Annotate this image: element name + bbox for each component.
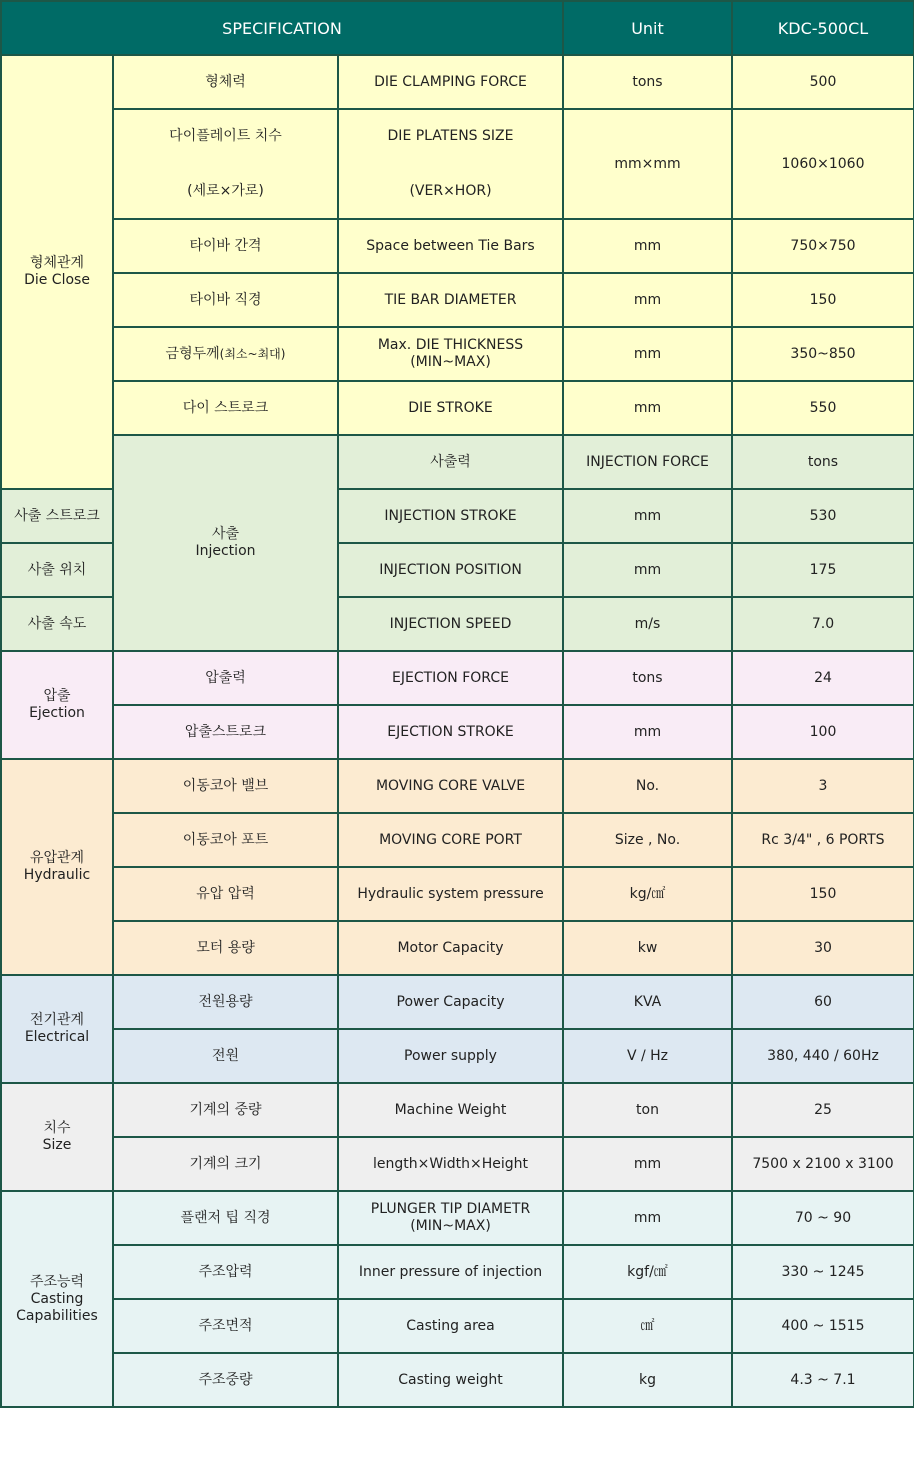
spec-unit: m/s [563, 597, 732, 651]
spec-unit: No. [563, 759, 732, 813]
table-row [1, 55, 914, 109]
group-label-en: Ejection [29, 705, 85, 721]
spec-value: 7500 x 2100 x 3100 [732, 1137, 914, 1191]
spec-name-ko [113, 327, 338, 381]
spec-name-ko: 타이바 직경 [113, 273, 338, 327]
table-row [1, 1191, 914, 1245]
table-row [1, 1083, 914, 1137]
group-die-close [1, 55, 113, 489]
table-row [1, 921, 914, 975]
table-row [1, 273, 914, 327]
spec-name-en: INJECTION STROKE [338, 489, 563, 543]
spec-unit: mm [563, 219, 732, 273]
spec-value: 550 [732, 381, 914, 435]
group-label-en-line2: Capabilities [16, 1307, 98, 1324]
spec-name-en: DIE STROKE [338, 381, 563, 435]
group-ejection [1, 651, 113, 759]
spec-name-en: MOVING CORE VALVE [338, 759, 563, 813]
spec-unit: V / Hz [563, 1029, 732, 1083]
spec-value: 380, 440 / 60Hz [732, 1029, 914, 1083]
spec-unit: mm [563, 705, 732, 759]
spec-value: 100 [732, 705, 914, 759]
spec-name-ko: 이동코아 포트 [113, 813, 338, 867]
spec-value: Rc 3/4" , 6 PORTS [732, 813, 914, 867]
spec-name-en: MOVING CORE PORT [338, 813, 563, 867]
spec-unit: mm [563, 273, 732, 327]
group-label-ko: 주조능력 [29, 1273, 85, 1290]
spec-name-en: Machine Weight [338, 1083, 563, 1137]
spec-name-ko: 사출 속도 [1, 597, 113, 651]
spec-name-en: length×Width×Height [338, 1137, 563, 1191]
spec-unit: mm [563, 489, 732, 543]
spec-value: 750×750 [732, 219, 914, 273]
spec-unit: kgf/㎠ [563, 1245, 732, 1299]
table-row [1, 219, 914, 273]
spec-unit: mm×mm [563, 109, 732, 219]
spec-unit: Size , No. [563, 813, 732, 867]
spec-unit: mm [563, 1191, 732, 1245]
spec-value: 24 [732, 651, 914, 705]
spec-name-en: INJECTION POSITION [338, 543, 563, 597]
group-label-ko: 사출 [211, 526, 240, 542]
spec-name-en [338, 1191, 563, 1245]
group-label-ko: 유압관계 [29, 850, 85, 866]
spec-value: 4.3 ~ 7.1 [732, 1353, 914, 1407]
spec-name-en: INJECTION SPEED [338, 597, 563, 651]
table-row [1, 651, 914, 705]
group-label-ko: 전기관계 [29, 1012, 85, 1028]
spec-name-en: INJECTION FORCE [563, 435, 732, 489]
table-row [1, 1353, 914, 1407]
group-casting [1, 1191, 113, 1407]
table-row [1, 759, 914, 813]
spec-name-ko-main: 금형두께 [165, 345, 220, 362]
spec-name-ko: 전원 [113, 1029, 338, 1083]
spec-value: 1060×1060 [732, 109, 914, 219]
group-electrical [1, 975, 113, 1083]
spec-name-ko: 압출스트로크 [113, 705, 338, 759]
header-specification: SPECIFICATION [1, 1, 563, 55]
spec-name-ko: 주조중량 [113, 1353, 338, 1407]
spec-name-en: Casting weight [338, 1353, 563, 1407]
spec-name-en: EJECTION FORCE [338, 651, 563, 705]
group-label-en: Size [42, 1137, 72, 1153]
spec-value: 150 [732, 273, 914, 327]
spec-name-ko: 주조압력 [113, 1245, 338, 1299]
spec-name-en-line1: Max. DIE THICKNESS [377, 337, 524, 353]
spec-value: 70 ~ 90 [732, 1191, 914, 1245]
spec-value: 3 [732, 759, 914, 813]
group-label-ko: 치수 [43, 1120, 71, 1136]
spec-value: 330 ~ 1245 [732, 1245, 914, 1299]
table-row [1, 1299, 914, 1353]
spec-value: 400 ~ 1515 [732, 1299, 914, 1353]
spec-value: 7.0 [732, 597, 914, 651]
spec-unit: kg [563, 1353, 732, 1407]
spec-unit: mm [563, 1137, 732, 1191]
table-row [1, 867, 914, 921]
spec-name-en: EJECTION STROKE [338, 705, 563, 759]
spec-unit: tons [732, 435, 914, 489]
table-row [1, 435, 914, 489]
spec-unit: KVA [563, 975, 732, 1029]
group-label-en: Casting [30, 1290, 84, 1307]
spec-name-ko: 사출력 [338, 435, 563, 489]
group-injection [113, 435, 338, 651]
spec-name-en: Casting area [338, 1299, 563, 1353]
table-row [1, 813, 914, 867]
group-label-en: Electrical [24, 1029, 90, 1045]
table-row [1, 109, 914, 219]
spec-unit: tons [563, 651, 732, 705]
spec-unit: tons [563, 55, 732, 109]
spec-name-ko: 타이바 간격 [113, 219, 338, 273]
table-row [1, 705, 914, 759]
spec-value: 30 [732, 921, 914, 975]
spec-unit: kw [563, 921, 732, 975]
group-hydraulic [1, 759, 113, 975]
spec-value: 350~850 [732, 327, 914, 381]
spec-name-en-line1: PLUNGER TIP DIAMETR [370, 1201, 531, 1217]
spec-name-en: Power Capacity [338, 975, 563, 1029]
spec-name-ko: 형체력 [113, 55, 338, 109]
spec-unit: ton [563, 1083, 732, 1137]
table-row [1, 327, 914, 381]
table-row [1, 1029, 914, 1083]
spec-value: 530 [732, 489, 914, 543]
group-label-en: Hydraulic [23, 867, 91, 883]
spec-name-en: DIE CLAMPING FORCE [338, 55, 563, 109]
spec-name-en [338, 109, 563, 219]
spec-name-en: Space between Tie Bars [338, 219, 563, 273]
spec-name-ko: 압출력 [113, 651, 338, 705]
spec-name-en-line1: DIE PLATENS SIZE [387, 128, 514, 144]
group-size [1, 1083, 113, 1191]
spec-name-ko: 기계의 크기 [113, 1137, 338, 1191]
header-model: KDC-500CL [732, 1, 914, 55]
spec-name-ko [113, 109, 338, 219]
spec-name-en [338, 327, 563, 381]
spec-name-en: Power supply [338, 1029, 563, 1083]
spec-value: 60 [732, 975, 914, 1029]
spec-name-ko: 이동코아 밸브 [113, 759, 338, 813]
spec-value: 175 [732, 543, 914, 597]
spec-name-ko: 다이 스트로크 [113, 381, 338, 435]
spec-name-en-line2: (VER×HOR) [409, 183, 492, 199]
spec-name-en-line2: (MIN~MAX) [410, 1218, 491, 1234]
header-row [1, 1, 914, 55]
spec-name-en: Inner pressure of injection [338, 1245, 563, 1299]
group-label-en: Injection [195, 543, 256, 559]
header-unit: Unit [563, 1, 732, 55]
spec-value: 500 [732, 55, 914, 109]
spec-name-ko: 모터 용량 [113, 921, 338, 975]
spec-name-ko-line2: (세로×가로) [187, 183, 264, 199]
spec-unit: mm [563, 381, 732, 435]
spec-unit: mm [563, 327, 732, 381]
table-row [1, 1245, 914, 1299]
spec-name-en: Hydraulic system pressure [338, 867, 563, 921]
spec-name-ko: 전원용량 [113, 975, 338, 1029]
spec-name-en: TIE BAR DIAMETER [338, 273, 563, 327]
spec-name-ko: 사출 위치 [1, 543, 113, 597]
spec-unit: mm [563, 543, 732, 597]
spec-unit: kg/㎠ [563, 867, 732, 921]
spec-name-ko: 플랜저 팁 직경 [113, 1191, 338, 1245]
group-label-en: Die Close [24, 272, 90, 288]
group-label-ko: 형체관계 [29, 255, 85, 271]
spec-value: 25 [732, 1083, 914, 1137]
spec-value: 150 [732, 867, 914, 921]
group-label-ko: 압출 [43, 688, 71, 704]
spec-unit: ㎠ [563, 1299, 732, 1353]
spec-name-ko: 유압 압력 [113, 867, 338, 921]
table-row [1, 381, 914, 435]
table-row [1, 975, 914, 1029]
table-row [1, 1137, 914, 1191]
spec-name-ko: 주조면적 [113, 1299, 338, 1353]
spec-name-ko-range: (최소~최대) [219, 346, 286, 361]
spec-name-ko: 기계의 중량 [113, 1083, 338, 1137]
spec-name-en: Motor Capacity [338, 921, 563, 975]
spec-name-ko-line1: 다이플레이트 치수 [169, 128, 282, 144]
spec-name-ko: 사출 스트로크 [1, 489, 113, 543]
spec-name-en-line2: (MIN~MAX) [410, 354, 491, 370]
